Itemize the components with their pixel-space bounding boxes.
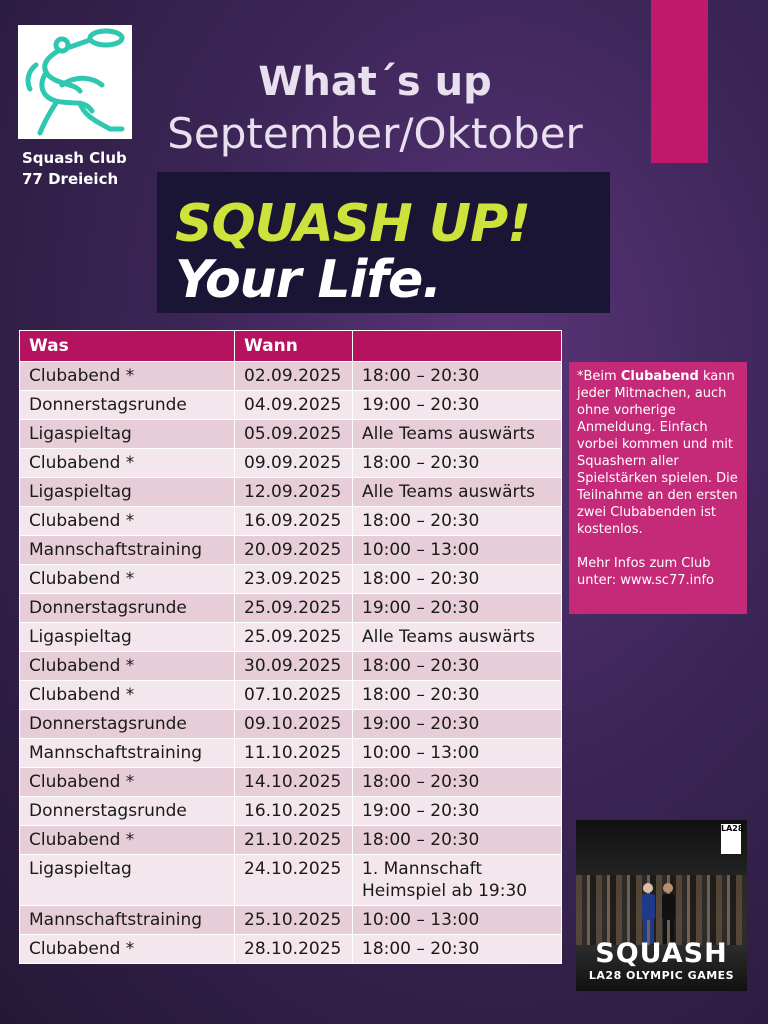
- table-row: [20, 935, 562, 964]
- table-row: [20, 507, 562, 536]
- club-name-line1: Squash Club: [22, 149, 127, 167]
- event-date-cell: 02.09.2025: [235, 362, 353, 391]
- event-name-cell: Ligaspieltag: [20, 855, 235, 906]
- event-name-cell: Mannschaftstraining: [20, 906, 235, 935]
- info-more: Mehr Infos zum Club unter: www.sc77.info: [577, 556, 715, 588]
- table-row: [20, 739, 562, 768]
- event-time-cell: 18:00 – 20:30: [353, 449, 562, 478]
- info-spacer: [577, 538, 739, 555]
- event-name-cell: Clubabend *: [20, 362, 235, 391]
- event-time-cell: 10:00 – 13:00: [353, 739, 562, 768]
- event-name-cell: Donnerstagsrunde: [20, 797, 235, 826]
- column-header-time: [353, 331, 562, 362]
- table-row: [20, 681, 562, 710]
- event-time-cell: Alle Teams auswärts: [353, 623, 562, 652]
- event-name-cell: Mannschaftstraining: [20, 536, 235, 565]
- event-name-cell: Ligaspieltag: [20, 623, 235, 652]
- table-row: [20, 768, 562, 797]
- event-date-cell: 25.10.2025: [235, 906, 353, 935]
- banner-line1: SQUASH UP!: [175, 194, 530, 254]
- table-row: [20, 478, 562, 507]
- event-date-cell: 14.10.2025: [235, 768, 353, 797]
- event-date-cell: 25.09.2025: [235, 594, 353, 623]
- event-time-cell: 18:00 – 20:30: [353, 362, 562, 391]
- event-name-cell: Clubabend *: [20, 681, 235, 710]
- event-date-cell: 20.09.2025: [235, 536, 353, 565]
- table-row: [20, 623, 562, 652]
- olympic-games-image: [576, 820, 747, 991]
- event-time-cell: 19:00 – 20:30: [353, 594, 562, 623]
- event-name-cell: Donnerstagsrunde: [20, 594, 235, 623]
- event-name-cell: Donnerstagsrunde: [20, 391, 235, 420]
- event-date-cell: 21.10.2025: [235, 826, 353, 855]
- table-row: [20, 420, 562, 449]
- event-date-cell: 28.10.2025: [235, 935, 353, 964]
- clubabend-info-box: [569, 362, 747, 614]
- squash-up-banner: [157, 172, 610, 313]
- event-time-cell: 19:00 – 20:30: [353, 710, 562, 739]
- club-name-line2: 77 Dreieich: [22, 170, 119, 188]
- table-row: [20, 449, 562, 478]
- event-date-cell: 11.10.2025: [235, 739, 353, 768]
- table-row: [20, 797, 562, 826]
- column-header-was: Was: [20, 331, 235, 362]
- event-date-cell: 16.10.2025: [235, 797, 353, 826]
- schedule-header-row: [20, 331, 562, 362]
- club-name: [22, 148, 142, 190]
- event-date-cell: 23.09.2025: [235, 565, 353, 594]
- table-row: [20, 710, 562, 739]
- event-name-cell: Clubabend *: [20, 826, 235, 855]
- event-name-cell: Mannschaftstraining: [20, 739, 235, 768]
- event-time-cell: 19:00 – 20:30: [353, 391, 562, 420]
- page-subtitle: September/Oktober: [167, 109, 583, 158]
- event-name-cell: Clubabend *: [20, 565, 235, 594]
- event-date-cell: 05.09.2025: [235, 420, 353, 449]
- info-prefix: *Beim: [577, 369, 621, 384]
- info-body: kann jeder Mitmachen, auch ohne vorherige Anmeldung. Einfach vorbei kommen und mit Squashern aller Spielstärken spielen. Die Teilnahme an den ersten zwei Clubabenden ist kostenlos.: [577, 369, 738, 537]
- table-row: [20, 594, 562, 623]
- event-name-cell: Clubabend *: [20, 935, 235, 964]
- schedule-body: [20, 362, 562, 964]
- event-name-cell: Ligaspieltag: [20, 420, 235, 449]
- info-text: [577, 368, 739, 538]
- accent-bar: [651, 0, 708, 163]
- event-time-cell: Alle Teams auswärts: [353, 420, 562, 449]
- event-date-cell: 24.10.2025: [235, 855, 353, 906]
- event-time-cell: 18:00 – 20:30: [353, 507, 562, 536]
- table-row: [20, 826, 562, 855]
- event-name-cell: Clubabend *: [20, 768, 235, 797]
- event-date-cell: 25.09.2025: [235, 623, 353, 652]
- event-name-cell: Ligaspieltag: [20, 478, 235, 507]
- event-time-cell: 18:00 – 20:30: [353, 935, 562, 964]
- event-date-cell: 30.09.2025: [235, 652, 353, 681]
- event-time-cell: 18:00 – 20:30: [353, 565, 562, 594]
- event-time-cell: 19:00 – 20:30: [353, 797, 562, 826]
- event-date-cell: 04.09.2025: [235, 391, 353, 420]
- table-row: [20, 855, 562, 906]
- event-name-cell: Donnerstagsrunde: [20, 710, 235, 739]
- table-row: [20, 652, 562, 681]
- event-date-cell: 09.09.2025: [235, 449, 353, 478]
- event-time-cell: 10:00 – 13:00: [353, 906, 562, 935]
- event-date-cell: 16.09.2025: [235, 507, 353, 536]
- table-row: [20, 362, 562, 391]
- event-time-cell: 18:00 – 20:30: [353, 768, 562, 797]
- event-date-cell: 12.09.2025: [235, 478, 353, 507]
- event-time-cell: 18:00 – 20:30: [353, 826, 562, 855]
- banner-line2: Your Life.: [175, 250, 442, 310]
- event-time-cell: 18:00 – 20:30: [353, 652, 562, 681]
- club-logo: [18, 25, 132, 139]
- page-title: What´s up: [258, 59, 492, 105]
- event-time-cell: 10:00 – 13:00: [353, 536, 562, 565]
- olympic-title: SQUASH: [595, 938, 728, 969]
- table-row: [20, 565, 562, 594]
- la28-badge: LA28: [721, 824, 741, 854]
- schedule-table: [19, 330, 562, 964]
- event-time-cell: 1. Mannschaft Heimspiel ab 19:30: [353, 855, 562, 906]
- event-time-cell: 18:00 – 20:30: [353, 681, 562, 710]
- event-time-cell: Alle Teams auswärts: [353, 478, 562, 507]
- table-row: [20, 391, 562, 420]
- info-bold: Clubabend: [620, 369, 699, 384]
- event-date-cell: 09.10.2025: [235, 710, 353, 739]
- event-name-cell: Clubabend *: [20, 449, 235, 478]
- column-header-wann: Wann: [235, 331, 353, 362]
- olympic-subtitle: LA28 OLYMPIC GAMES: [588, 969, 735, 982]
- table-row: [20, 906, 562, 935]
- event-name-cell: Clubabend *: [20, 652, 235, 681]
- table-row: [20, 536, 562, 565]
- event-name-cell: Clubabend *: [20, 507, 235, 536]
- squash-player-logo-icon: [18, 25, 132, 139]
- event-date-cell: 07.10.2025: [235, 681, 353, 710]
